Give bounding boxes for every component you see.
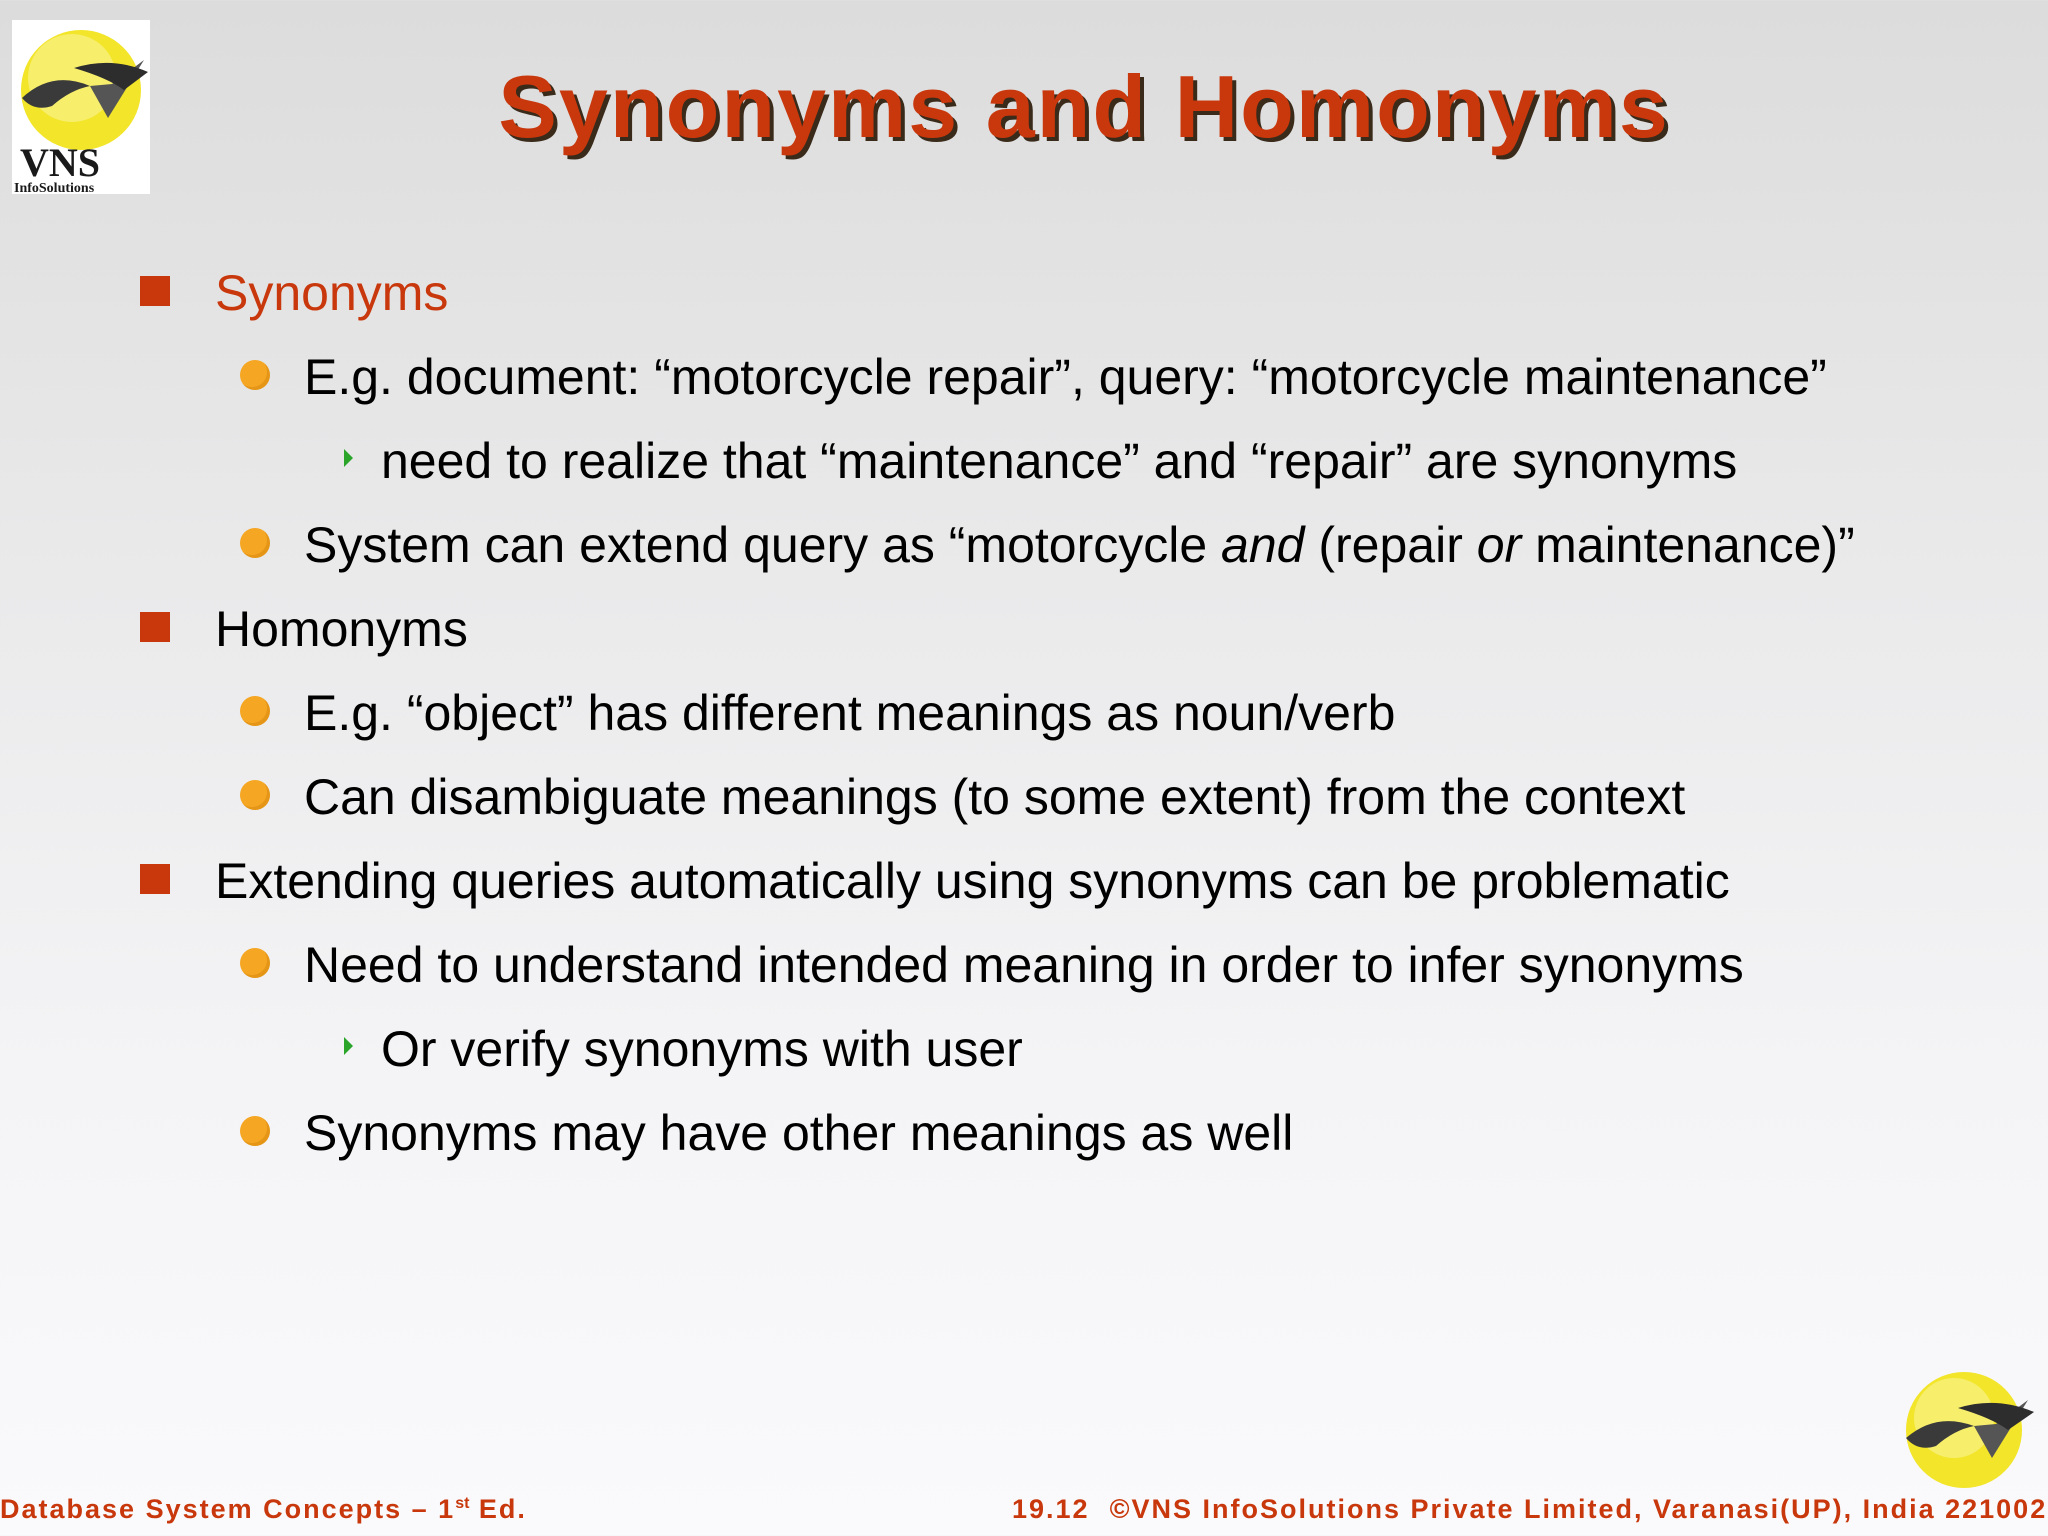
bullet-level3-realize-synonyms: need to realize that “maintenance” and “repair” are synonyms [381, 433, 1738, 489]
bullet-level3-verify-user: Or verify synonyms with user [381, 1021, 1023, 1077]
bullet-level2-intended-meaning: Need to understand intended meaning in order to infer synonyms [304, 937, 1744, 993]
footer-right [1012, 1494, 2048, 1525]
circle-bullet-icon [240, 1116, 270, 1146]
vns-logo-bottom [1898, 1368, 2038, 1490]
extend-query-or: or [1476, 517, 1522, 573]
bullet-level2-disambiguate: Can disambiguate meanings (to some extent) from the context [304, 769, 1686, 825]
logo-subtitle: InfoSolutions [14, 181, 95, 194]
vns-logo-icon [1898, 1368, 2038, 1490]
bullet-level2-extend-query [304, 515, 1855, 575]
footer-book-title-text: Database System Concepts – 1 [0, 1494, 456, 1524]
bullet-level2-object-example: E.g. “object” has different meanings as noun/verb [304, 685, 1396, 741]
circle-bullet-icon [240, 528, 270, 558]
square-bullet-icon [140, 612, 170, 642]
circle-bullet-icon [240, 696, 270, 726]
footer-page-number: 19.12 [1012, 1494, 1090, 1524]
bullet-level1-synonyms: Synonyms [215, 265, 449, 321]
footer-edition-rest: Ed. [469, 1494, 527, 1524]
bullet-level2-example-document: E.g. document: “motorcycle repair”, query: “motorcycle maintenance” [304, 349, 1827, 405]
square-bullet-icon [140, 864, 170, 894]
extend-query-text-part2: (repair [1304, 517, 1477, 573]
square-bullet-icon [140, 276, 170, 306]
extend-query-text-part3: maintenance)” [1521, 517, 1855, 573]
logo-name: VNS [20, 140, 101, 185]
slide-title: Synonyms and Homonyms [498, 57, 1670, 156]
footer-book-title [0, 1494, 527, 1525]
extend-query-text-part1: System can extend query as “motorcycle [304, 517, 1222, 573]
footer-edition-sup: st [455, 1495, 470, 1512]
triangle-bullet-icon [344, 1037, 353, 1055]
circle-bullet-icon [240, 360, 270, 390]
bullet-level2-other-meanings: Synonyms may have other meanings as well [304, 1105, 1294, 1161]
triangle-bullet-icon [344, 449, 353, 467]
circle-bullet-icon [240, 780, 270, 810]
bullet-level1-homonyms: Homonyms [215, 601, 468, 657]
footer-copyright: ©VNS InfoSolutions Private Limited, Varanasi(UP), India 221002 [1109, 1494, 2048, 1524]
bullet-level1-extending-queries: Extending queries automatically using synonyms can be problematic [215, 853, 1730, 909]
extend-query-and: and [1221, 517, 1305, 573]
circle-bullet-icon [240, 948, 270, 978]
